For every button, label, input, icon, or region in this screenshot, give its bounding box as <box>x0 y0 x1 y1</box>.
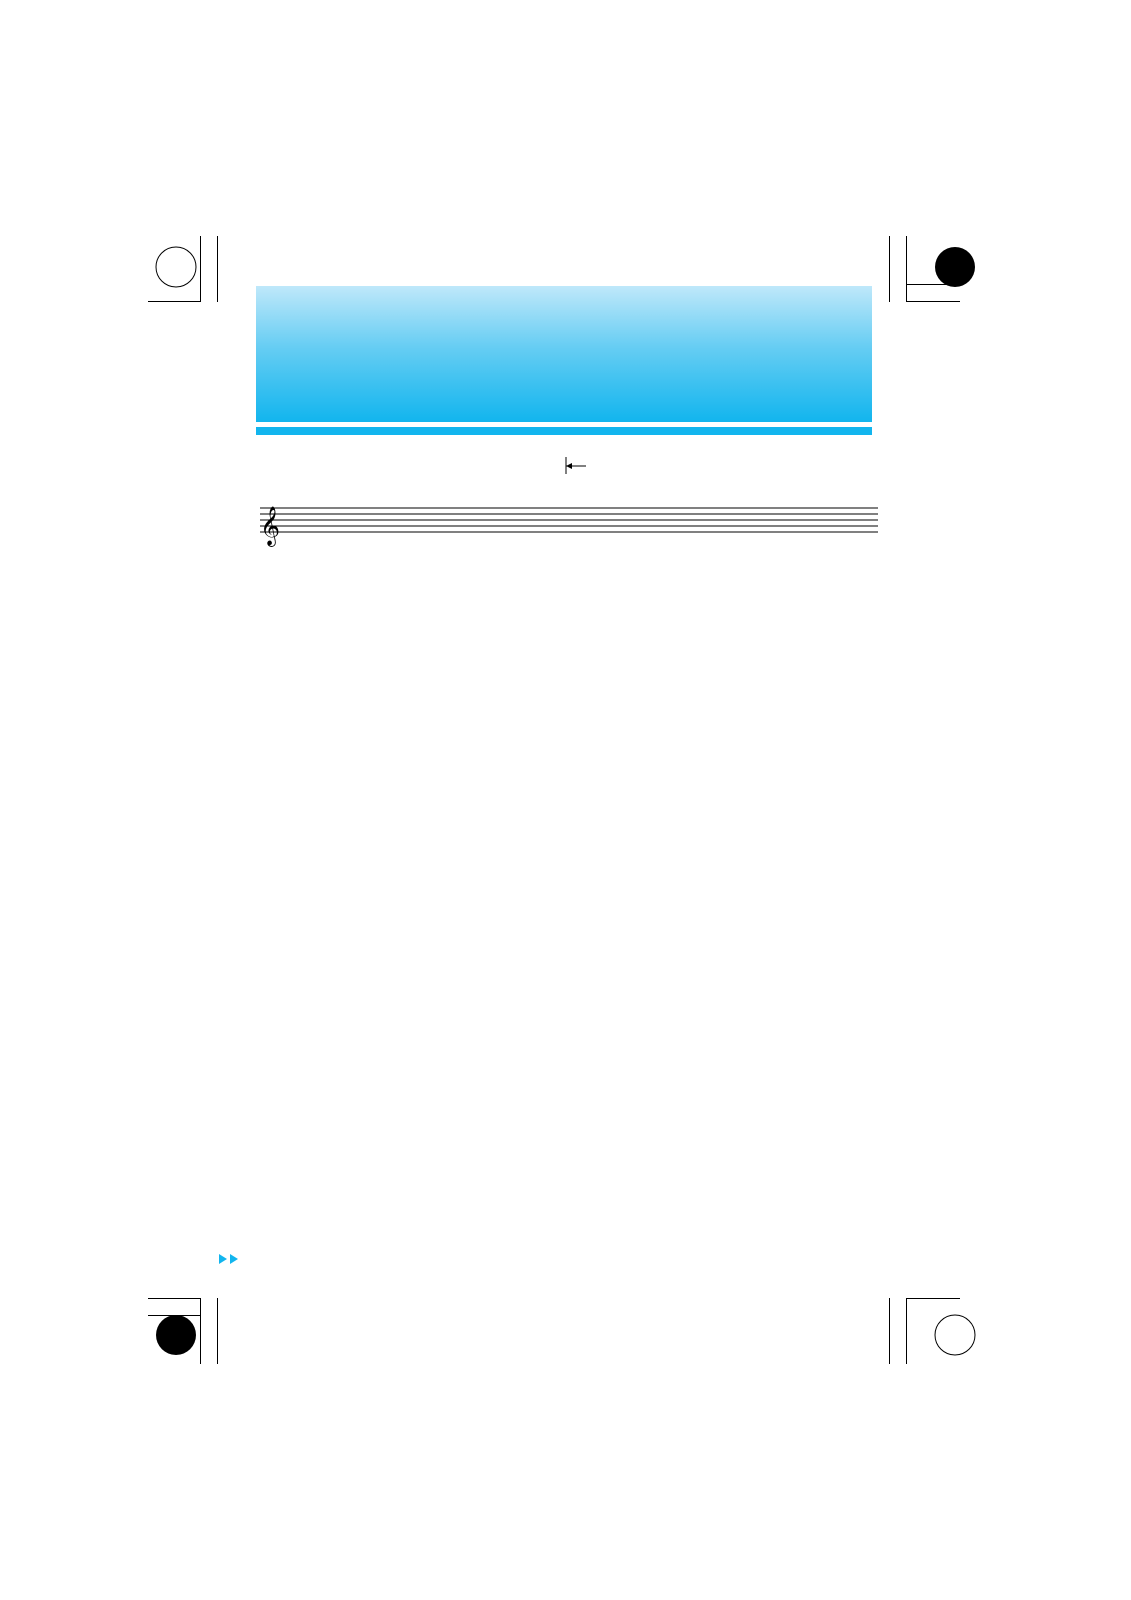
arrow-icon <box>219 1254 227 1264</box>
treble-clef-icon: 𝄞 <box>260 506 281 546</box>
staff <box>260 508 878 532</box>
arrow-icon <box>230 1254 238 1264</box>
page-number <box>219 1254 241 1264</box>
